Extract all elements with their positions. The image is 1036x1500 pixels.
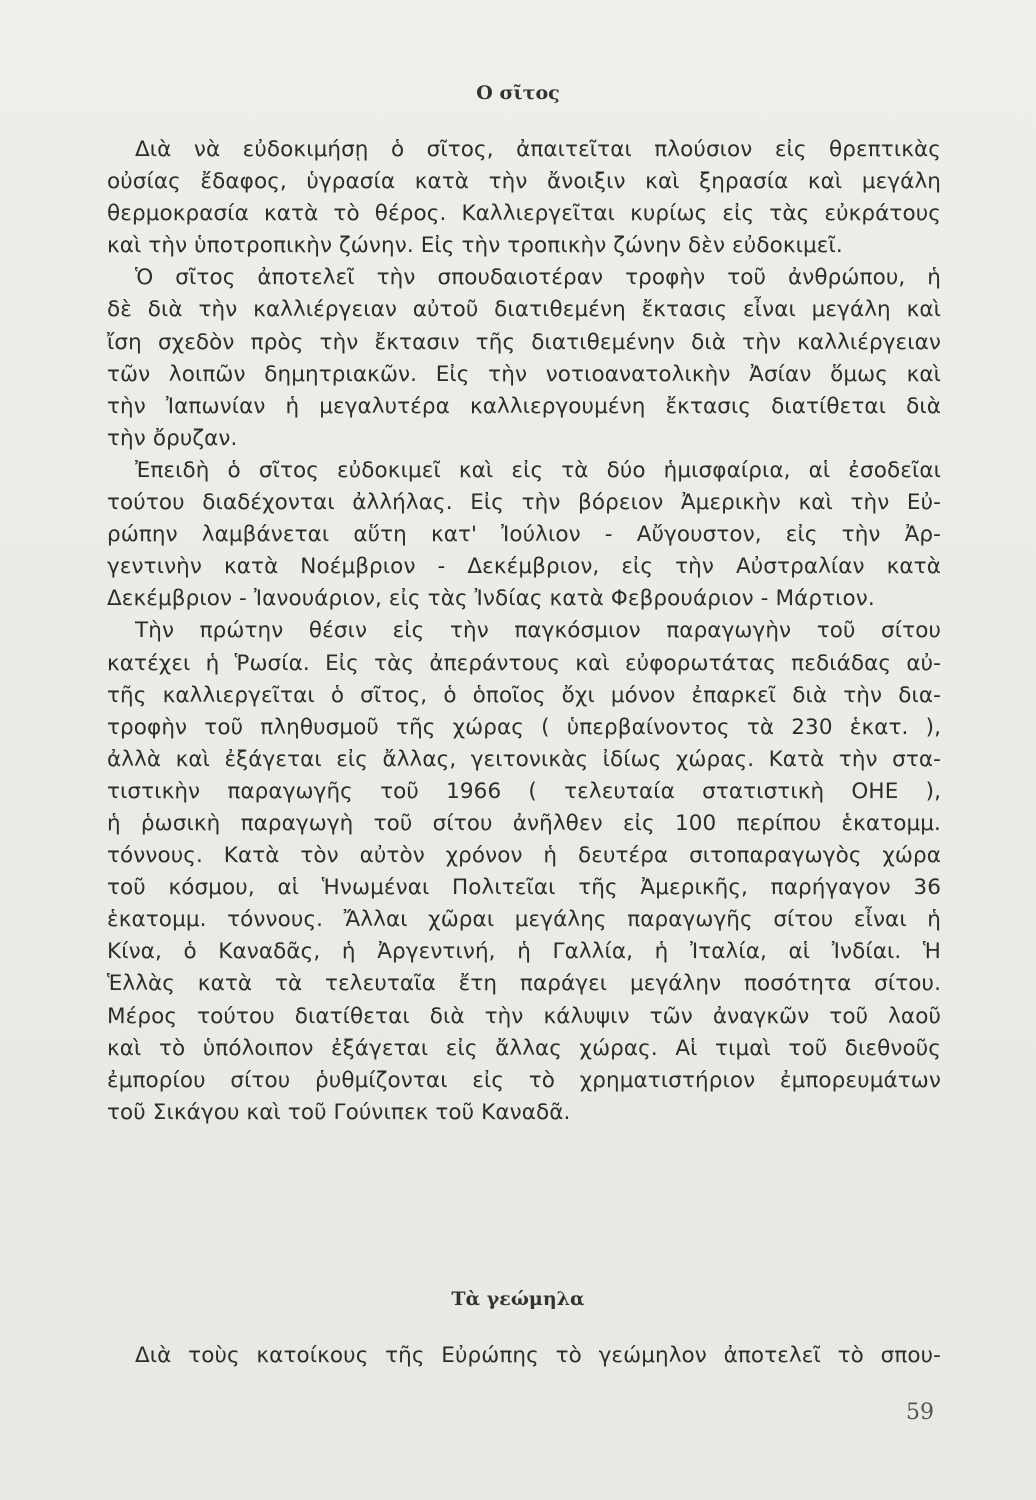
text-line: γεντινὴν κατὰ Νοέμβριον - Δεκέμβριον, εἰς τὴν Αὐστραλίαν κατὰ [107,554,941,580]
text-line: καὶ τὴν ὑποτροπικὴν ζώνην. Εἰς τὴν τροπικὴν ζώνην δὲν εὐδοκιμεῖ. [107,233,843,259]
text-line: καὶ τὸ ὑπόλοιπον ἐξάγεται εἰς ἄλλας χώρας. Αἱ τιμαὶ τοῦ διεθνοῦς [107,1035,941,1061]
text-line: Δεκέμβριον - Ἰανουάριον, εἰς τὰς Ἰνδίας κατὰ Φεβρουάριον - Μάρτιον. [107,586,875,612]
text-line: Κίνα, ὁ Καναδᾶς, ἡ Ἀργεντινή, ἡ Γαλλία, ἡ Ἰταλία, αἱ Ἰνδίαι. Ἡ [107,939,941,965]
text-line: κατέχει ἡ Ῥωσία. Εἰς τὰς ἀπεράντους καὶ εὐφορωτάτας πεδιάδας αὐ- [107,650,941,676]
text-line: τόννους. Κατὰ τὸν αὐτὸν χρόνον ἡ δευτέρα σιτοπαραγωγὸς χώρα [107,843,941,869]
page-number: 59 [906,1400,934,1425]
text-line: Ὁ σῖτος ἀποτελεῖ τὴν σπουδαιοτέραν τροφὴν τοῦ ἀνθρώπου, ἡ [135,265,941,291]
text-line: ἡ ῥωσικὴ παραγωγὴ τοῦ σίτου ἀνῆλθεν εἰς 100 περίπου ἑκατομμ. [107,810,941,836]
text-line: ἴση σχεδὸν πρὸς τὴν ἔκτασιν τῆς διατιθεμένην διὰ τὴν καλλιέργειαν [107,329,941,355]
text-line: Ἐπειδὴ ὁ σῖτος εὐδοκιμεῖ καὶ εἰς τὰ δύο ἡμισφαίρια, αἱ ἐσοδεῖαι [135,457,941,483]
text-line: τιστικὴν παραγωγῆς τοῦ 1966 ( τελευταία στατιστικὴ ΟΗΕ ), [107,778,941,804]
text-line: Ἑλλὰς κατὰ τὰ τελευταῖα ἔτη παράγει μεγάλην ποσότητα σίτου. [107,971,941,997]
text-line: θερμοκρασία κατὰ τὸ θέρος. Καλλιεργεῖται κυρίως εἰς τὰς εὐκράτους [107,201,941,227]
text-line: ἀλλὰ καὶ ἐξάγεται εἰς ἄλλας, γειτονικὰς ἰδίως χώρας. Κατὰ τὴν στα- [107,746,941,772]
text-line: ἐμπορίου σίτου ῥυθμίζονται εἰς τὸ χρηματιστήριον ἐμπορευμάτων [107,1067,941,1093]
text-line: οὐσίας ἔδαφος, ὑγρασία κατὰ τὴν ἄνοιξιν καὶ ξηρασία καὶ μεγάλη [107,169,941,195]
text-line: Διὰ νὰ εὐδοκιμήσῃ ὁ σῖτος, ἀπαιτεῖται πλούσιον εἰς θρεπτικὰς [135,137,941,162]
text-line: τροφὴν τοῦ πληθυσμοῦ τῆς χώρας ( ὑπερβαίνοντος τὰ 230 ἑκατ. ), [107,714,941,740]
text-line: Διὰ τοὺς κατοίκους τῆς Εὐρώπης τὸ γεώμηλον ἀποτελεῖ τὸ σπου- [135,1343,941,1368]
subsection-heading: Τὰ γεώμηλα [451,1288,585,1310]
text-line: τὴν ὄρυζαν. [107,425,238,451]
text-line: τούτου διαδέχονται ἀλλήλας. Εἰς τὴν βόρειον Ἀμερικὴν καὶ τὴν Εὐ- [107,490,941,516]
section-heading: Ο σῖτος [476,82,560,104]
text-line: Τὴν πρώτην θέσιν εἰς τὴν παγκόσμιον παραγωγὴν τοῦ σίτου [135,618,941,644]
text-line: τοῦ κόσμου, αἱ Ἡνωμέναι Πολιτεῖαι τῆς Ἀμερικῆς, παρήγαγον 36 [107,875,941,901]
text-line: δὲ διὰ τὴν καλλιέργειαν αὐτοῦ διατιθεμένη ἔκτασις εἶναι μεγάλη καὶ [107,297,941,323]
text-line: ρώπην λαμβάνεται αὕτη κατ' Ἰούλιον - Αὔγουστον, εἰς τὴν Ἀρ- [107,522,941,548]
text-line: τῶν λοιπῶν δημητριακῶν. Εἰς τὴν νοτιοανατολικὴν Ἀσίαν ὅμως καὶ [107,361,941,387]
text-line: τὴν Ἰαπωνίαν ἡ μεγαλυτέρα καλλιεργουμένη ἔκτασις διατίθεται διὰ [107,393,941,419]
text-line: τῆς καλλιεργεῖται ὁ σῖτος, ὁ ὁποῖος ὄχι μόνον ἐπαρκεῖ διὰ τὴν δια- [107,682,941,708]
text-line: τοῦ Σικάγου καὶ τοῦ Γούνιπεκ τοῦ Καναδᾶ. [107,1099,571,1125]
body-text [107,134,941,1129]
text-line: Μέρος τούτου διατίθεται διὰ τὴν κάλυψιν τῶν ἀναγκῶν τοῦ λαοῦ [107,1003,941,1029]
body-text-continued [107,1340,941,1372]
text-line: ἑκατομμ. τόννους. Ἄλλαι χῶραι μεγάλης παραγωγῆς σίτου εἶναι ἡ [107,907,941,933]
